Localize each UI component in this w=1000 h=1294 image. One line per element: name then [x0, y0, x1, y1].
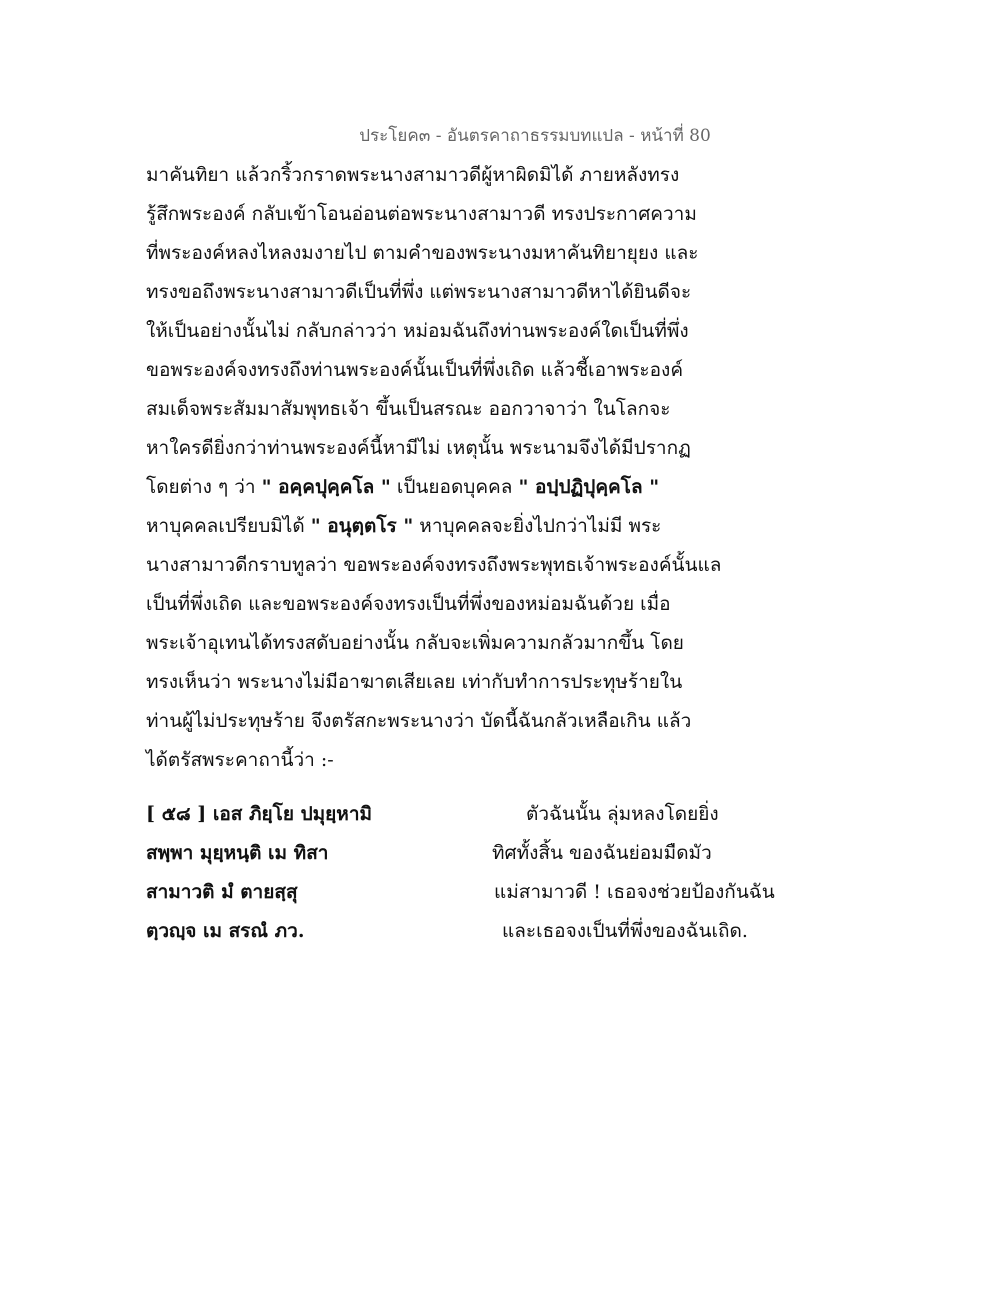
text-segment: หาบุคคลเปรียบมิได้: [146, 515, 311, 537]
body-line: มาคันทิยา แล้วกริ้วกราดพระนางสามาวดีผู้หาผิดมิได้ ภายหลังทรง: [146, 164, 680, 186]
verse-thai: ตัวฉันนั้น ลุ่มหลงโดยยิ่ง: [526, 803, 719, 825]
body-line: เป็นที่พึ่งเถิด และขอพระองค์จงทรงเป็นที่พึ่งของหม่อมฉันด้วย เมื่อ: [146, 593, 671, 615]
body-line: ทรงเห็นว่า พระนางไม่มีอาฆาตเสียเลย เท่ากับทำการประทุษร้ายใน: [146, 671, 683, 693]
pali-term-aggapuggalo: " อคฺคปุคฺคโล ": [261, 476, 391, 498]
body-line: ได้ตรัสพระคาถานี้ว่า :-: [146, 749, 334, 771]
body-line: ท่านผู้ไม่ประทุษร้าย จึงตรัสกะพระนางว่า บัดนี้ฉันกลัวเหลือเกิน แล้ว: [146, 710, 692, 732]
text-segment: หาบุคคลจะยิ่งไปกว่าไม่มี พระ: [413, 515, 662, 537]
verse-pali: สามาวติ มํ ตายสฺสุ: [146, 881, 298, 903]
pali-term-appatipuggalo: " อปฺปฏิปุคฺคโล ": [518, 476, 660, 498]
verse-row: [146, 795, 866, 834]
verse-row: [146, 834, 866, 873]
body-line: [146, 507, 846, 546]
body-line: หาใครดียิ่งกว่าท่านพระองค์นี้หามีไม่ เหตุนั้น พระนามจึงได้มีปรากฏ: [146, 437, 691, 459]
verse-row: [146, 873, 866, 912]
body-text: [146, 156, 846, 780]
pali-term-anuttaro: " อนุตฺตโร ": [310, 515, 414, 537]
verse-pali: สพฺพา มุยฺหนฺติ เม ทิสา: [146, 842, 329, 864]
verse-thai: ทิศทั้งสิ้น ของฉันย่อมมืดมัว: [492, 842, 712, 864]
body-line: พระเจ้าอุเทนได้ทรงสดับอย่างนั้น กลับจะเพิ่มความกลัวมากขึ้น โดย: [146, 632, 684, 654]
body-line: สมเด็จพระสัมมาสัมพุทธเจ้า ขึ้นเป็นสรณะ ออกวาจาว่า ในโลกจะ: [146, 398, 671, 420]
body-line: นางสามาวดีกราบทูลว่า ขอพระองค์จงทรงถึงพระพุทธเจ้าพระองค์นั้นแล: [146, 554, 722, 576]
body-line: ที่พระองค์หลงไหลงมงายไป ตามคำของพระนางมหาคันทิยายุยง และ: [146, 242, 699, 264]
body-line: ขอพระองค์จงทรงถึงท่านพระองค์นั้นเป็นที่พึ่งเถิด แล้วชี้เอาพระองค์: [146, 359, 684, 381]
verse-pali: [ ๕๘ ] เอส ภิยฺโย ปมุยฺหามิ: [146, 803, 373, 825]
verse-pali: ตฺวญฺจ เม สรณํ ภว.: [146, 920, 305, 942]
body-line: รู้สึกพระองค์ กลับเข้าโอนอ่อนต่อพระนางสามาวดี ทรงประกาศความ: [146, 203, 697, 225]
page-header: ประโยค๓ - อันตรคาถาธรรมบทแปล - หน้าที่ 80: [359, 126, 711, 146]
body-line: ให้เป็นอย่างนั้นไม่ กลับกล่าวว่า หม่อมฉันถึงท่านพระองค์ใดเป็นที่พึ่ง: [146, 320, 689, 342]
text-segment: โดยต่าง ๆ ว่า: [146, 476, 262, 498]
verse-row: [146, 912, 866, 951]
body-line: ทรงขอถึงพระนางสามาวดีเป็นที่พึ่ง แต่พระนางสามาวดีหาได้ยินดีจะ: [146, 281, 692, 303]
text-segment: เป็นยอดบุคคล: [390, 476, 519, 498]
verse-thai: และเธอจงเป็นที่พึ่งของฉันเถิด.: [502, 920, 748, 942]
verse-block: [146, 795, 866, 951]
verse-thai: แม่สามาวดี ! เธอจงช่วยป้องกันฉัน: [494, 881, 775, 903]
body-line: [146, 468, 846, 507]
